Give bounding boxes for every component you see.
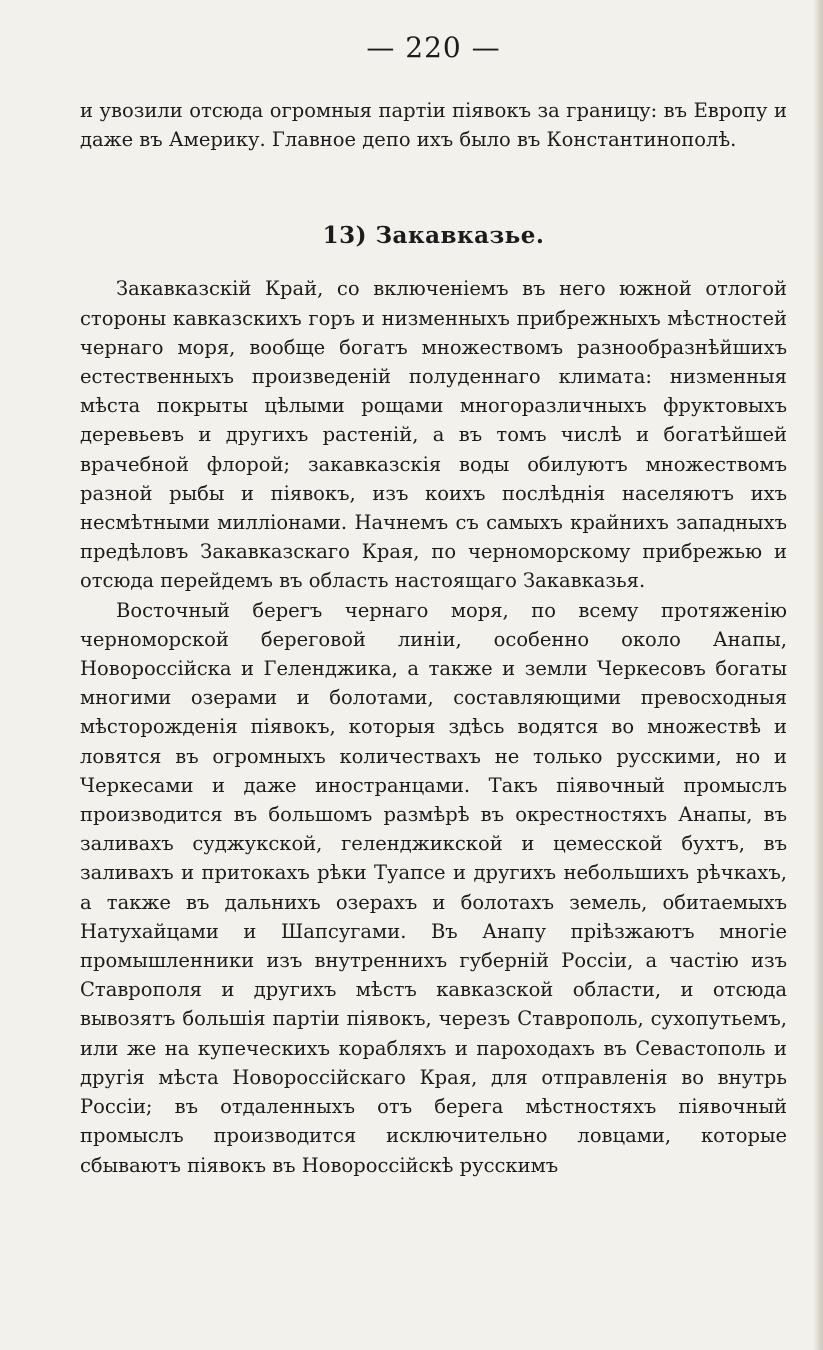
paragraph-1: Закавказскій Край, со включеніемъ въ него южной отлогой стороны кавказскихъ горъ и низменныхъ прибрежныхъ мѣстностей чернаго моря, вообще богатъ множествомъ разнообразнѣйшихъ естественныхъ произведеній полуденнаго климата: низменныя мѣста покрыты цѣлыми рощами многоразличныхъ фруктовыхъ деревьевъ и другихъ растеній, а въ томъ числѣ и богатѣйшей врачебной флорой; закавказскія воды обилуютъ множествомъ разной рыбы и піявокъ, изъ коихъ послѣднія населяютъ ихъ несмѣтными милліонами. Начнемъ съ самыхъ крайнихъ западныхъ предѣловъ Закавказскаго Края, по черноморскому прибрежью и отсюда перейдемъ въ область настоящаго Закавказья.	[80, 277, 787, 593]
page-number: — 220 —	[366, 31, 501, 64]
paragraph-2: Восточный берегъ чернаго моря, по всему протяженію черноморской береговой линіи, особенно около Анапы, Новороссійска и Геленджика, а также и земли Черкесовъ богаты многими озерами и болотами, составляющими превосходныя мѣсторожденія піявокъ, которыя здѣсь водятся во множествѣ и ловятся въ огромныхъ количествахъ не только русскими, но и Черкесами и даже иностранцами. Такъ піявочный промыслъ производится въ большомъ размѣрѣ въ окрестностяхъ Анапы, въ заливахъ суджукской, геленджикской и цемесской бухтъ, въ заливахъ и притокахъ рѣки Туапсе и другихъ небольшихъ рѣчкахъ, а также въ дальнихъ озерахъ и болотахъ земель, обитаемыхъ Натухайцами и Шапсугами. Въ Анапу пріѣзжаютъ многіе промышленники изъ внутреннихъ губерній Россіи, а частію изъ Ставрополя и другихъ мѣстъ кавказской области, и отсюда вывозятъ большія партіи піявокъ, черезъ Ставрополь, сухопутьемъ, или же на купеческихъ корабляхъ и пароходахъ въ Севастополь и другія мѣста Новороссійскаго Края, для отправленія во внутрь Россіи; въ отдаленныхъ отъ берега мѣстностяхъ піявочный промыслъ производится исключительно ловцами, которые сбываютъ піявокъ въ Новороссійскѣ русскимъ	[80, 598, 787, 1177]
section-heading: 13) Закавказье.	[322, 222, 545, 250]
continuation-paragraph: и увозили отсюда огромныя партіи піявокъ за границу: въ Европу и даже въ Америку. Главное депо ихъ было въ Константинополѣ.	[80, 99, 787, 152]
